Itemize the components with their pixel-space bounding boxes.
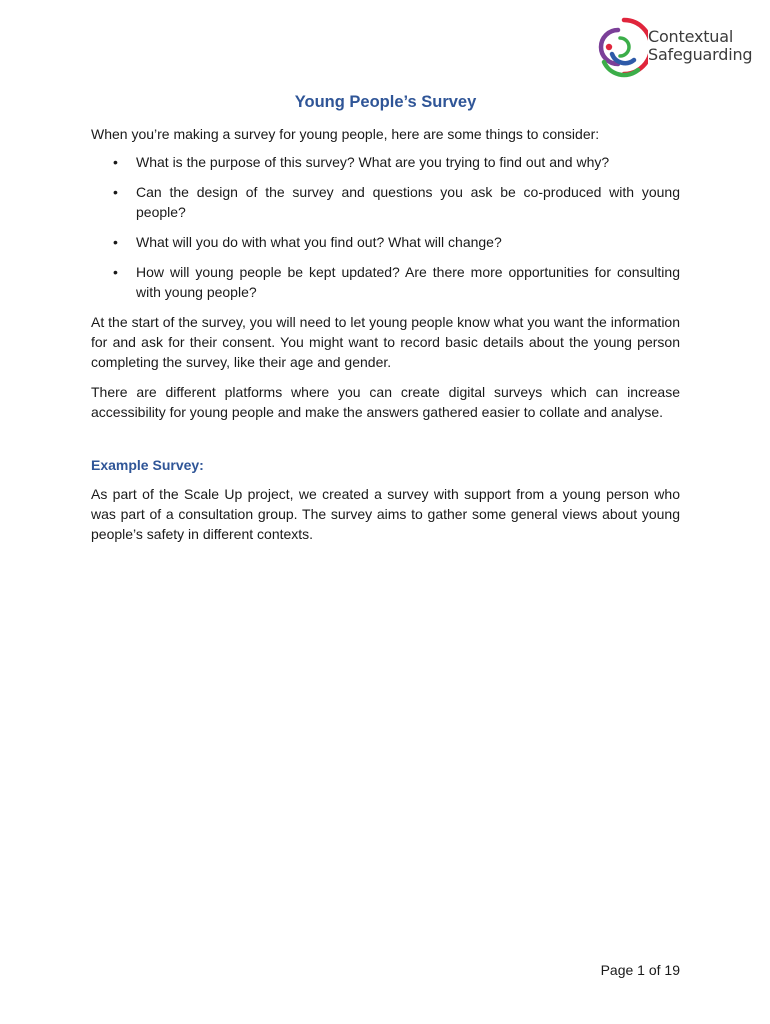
list-item-text: What will you do with what you find out? What will change? (136, 234, 502, 250)
list-item-text: What is the purpose of this survey? What are you trying to find out and why? (136, 154, 610, 170)
logo-line-safeguarding: Safeguarding (648, 45, 753, 64)
example-survey-paragraph: As part of the Scale Up project, we created a survey with support from a young person who was part of a consultation group. The survey aims to gather some general views about young people’s safety in different contexts. (91, 486, 680, 542)
list-item-text: How will young people be kept updated? Are there more opportunities for consulting with young people? (136, 264, 680, 300)
logo-line-contextual: Contextual (648, 27, 734, 46)
consent-paragraph: At the start of the survey, you will need to let young people know what you want the information for and ask for their consent. You might want to record basic details about the young person completing the survey, like their age and gender. (91, 314, 680, 370)
intro-paragraph: When you’re making a survey for young people, here are some things to consider: (91, 126, 600, 142)
bullet-icon: • (113, 234, 118, 250)
list-item-text: Can the design of the survey and questions you ask be co-produced with young people? (136, 184, 680, 220)
considerations-list (91, 152, 680, 302)
contextual-safeguarding-logo (596, 16, 760, 78)
bullet-icon: • (113, 264, 118, 280)
page-title: Young People’s Survey (294, 93, 477, 111)
list-item (91, 152, 680, 172)
logo-arcs-icon (596, 16, 648, 78)
document-body (91, 90, 680, 554)
bullet-icon: • (113, 154, 118, 170)
list-item (91, 262, 680, 302)
bullet-icon: • (113, 184, 118, 200)
list-item (91, 232, 680, 252)
platforms-paragraph: There are different platforms where you can create digital surveys which can increase accessibility for young people and make the answers gathered easier to collate and analyse. (91, 384, 680, 420)
example-survey-heading: Example Survey: (91, 457, 204, 473)
page-number: Page 1 of 19 (600, 962, 680, 978)
logo-wordmark (648, 28, 752, 64)
list-item (91, 182, 680, 222)
